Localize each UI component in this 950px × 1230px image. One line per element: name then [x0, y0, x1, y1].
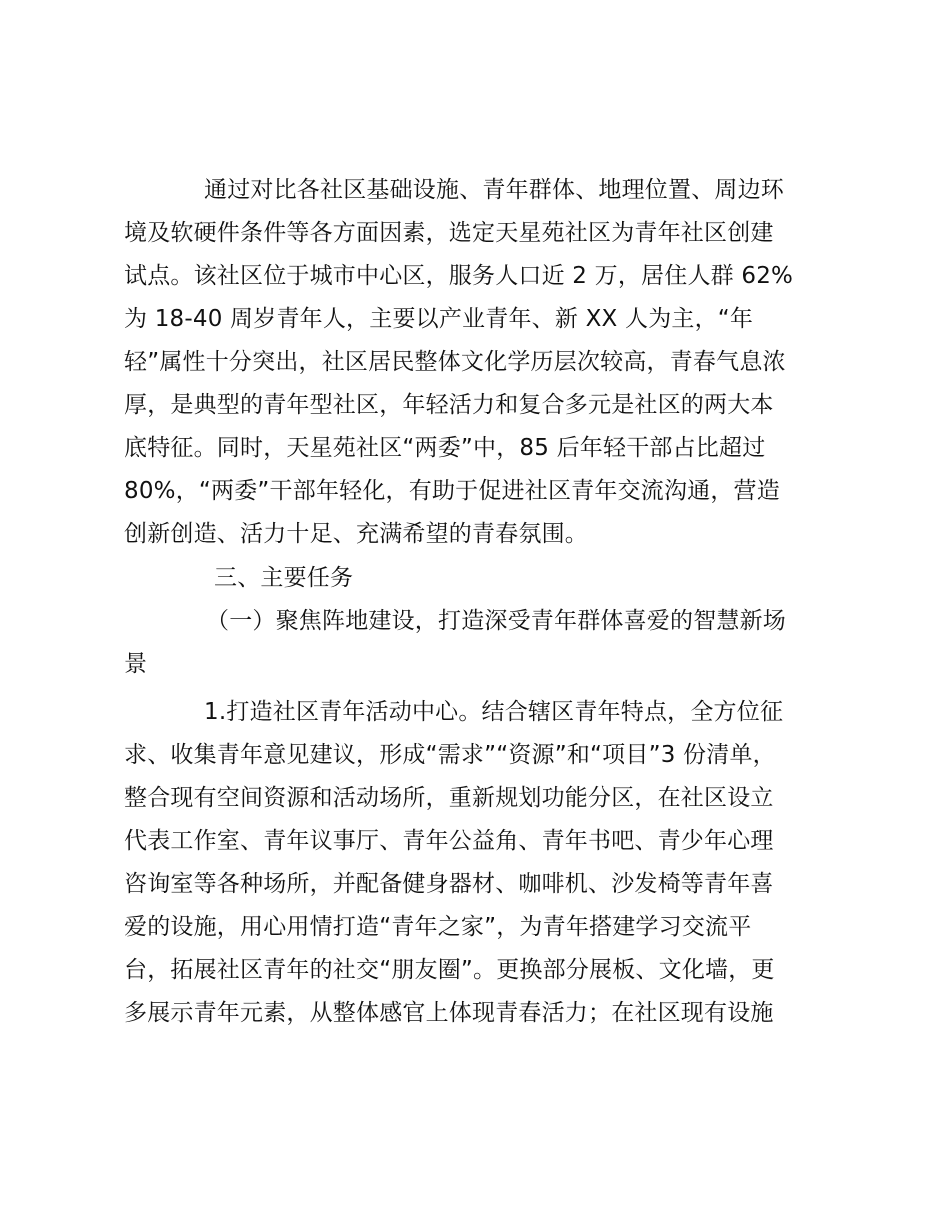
subsection-heading: （一）聚焦阵地建设，打造深受青年群体喜爱的智慧新场: [206, 608, 786, 634]
paragraph-line: 通过对比各社区基础设施、青年群体、地理位置、周边环: [204, 177, 784, 203]
paragraph-line: 创新创造、活力十足、充满希望的青春氛围。: [124, 521, 588, 547]
paragraph-line: 爱的设施，用心用情打造“青年之家”，为青年搭建学习交流平: [124, 914, 752, 940]
paragraph-line: 为 18-40 周岁青年人，主要以产业青年、新 XX 人为主，“年: [124, 306, 754, 332]
paragraph-line: 1.打造社区青年活动中心。结合辖区青年特点，全方位征: [204, 699, 784, 725]
paragraph-line: 80%，“两委”干部年轻化，有助于促进社区青年交流沟通，营造: [124, 478, 780, 504]
paragraph-line: 底特征。同时，天星苑社区“两委”中，85 后年轻干部占比超过: [124, 435, 766, 461]
subsection-heading-continued: 景: [124, 651, 148, 677]
paragraph-line: 求、收集青年意见建议，形成“需求”“资源”和“项目”3 份清单，: [124, 742, 776, 768]
section-heading: 三、主要任务: [214, 565, 354, 591]
paragraph-line: 试点。该社区位于城市中心区，服务人口近 2 万，居住人群 62%: [124, 263, 794, 289]
paragraph-line: 厚，是典型的青年型社区，年轻活力和复合多元是社区的两大本: [124, 392, 774, 418]
paragraph-line: 台，拓展社区青年的社交“朋友圈”。更换部分展板、文化墙，更: [124, 957, 775, 983]
paragraph-line: 轻”属性十分突出，社区居民整体文化学历层次较高，青春气息浓: [124, 349, 786, 375]
paragraph-line: 咨询室等各种场所，并配备健身器材、咖啡机、沙发椅等青年喜: [124, 871, 774, 897]
paragraph-line: 境及软硬件条件等各方面因素，选定天星苑社区为青年社区创建: [124, 220, 774, 246]
paragraph-line: 多展示青年元素，从整体感官上体现青春活力；在社区现有设施: [124, 1000, 774, 1026]
paragraph-line: 代表工作室、青年议事厅、青年公益角、青年书吧、青少年心理: [124, 828, 774, 854]
paragraph-line: 整合现有空间资源和活动场所，重新规划功能分区，在社区设立: [124, 785, 774, 811]
